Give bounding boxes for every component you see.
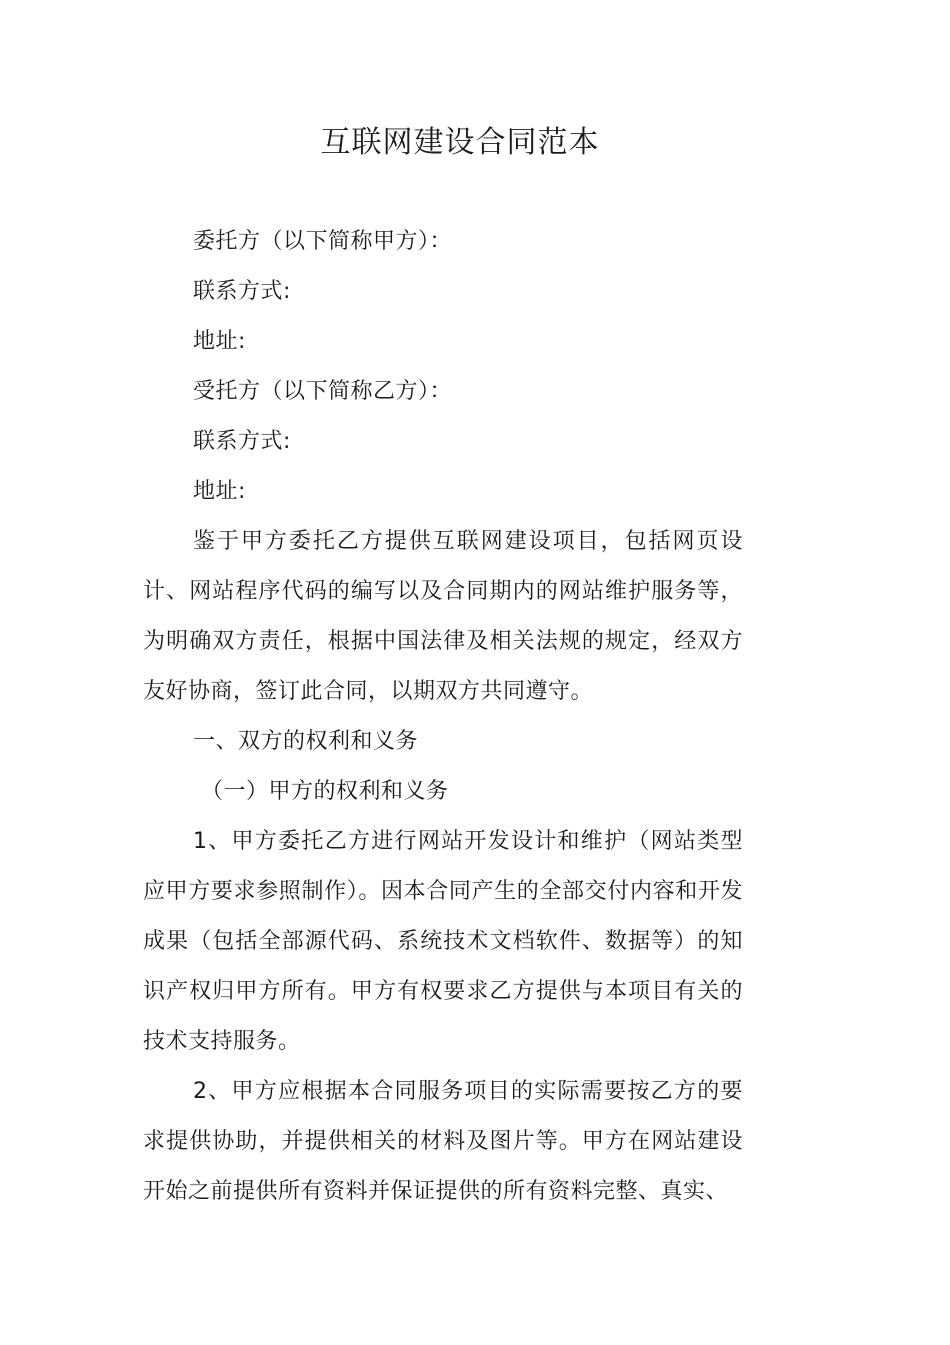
preamble-paragraph: 鉴于甲方委托乙方提供互联网建设项目，包括网页设计、网站程序代码的编写以及合同期内的网站维护服务等，为明确双方责任，根据中国法律及相关法规的规定，经双方友好协商，签订此合同，以期双方共同遵守。 bbox=[143, 529, 743, 704]
client-contact-field: 联系方式: bbox=[193, 279, 291, 304]
section-heading: 一、双方的权利和义务 bbox=[193, 729, 419, 754]
contractor-address-field: 地址: bbox=[193, 479, 246, 504]
document-title: 互联网建设合同范本 bbox=[320, 125, 600, 160]
clause-paragraph: 2、甲方应根据本合同服务项目的实际需要按乙方的要求提供协助，并提供相关的材料及图片等。甲方在网站建设开始之前提供所有资料并保证提供的所有资料完整、真实、 bbox=[143, 1079, 743, 1204]
clause-paragraph: 1、甲方委托乙方进行网站开发设计和维护（网站类型应甲方要求参照制作）。因本合同产生的全部交付内容和开发成果（包括全部源代码、系统技术文档软件、数据等）的知识产权归甲方所有。甲方有权要求乙方提供与本项目有关的技术支持服务。 bbox=[143, 829, 743, 1054]
contractor-field: 受托方（以下简称乙方）： bbox=[193, 379, 453, 404]
contractor-contact-field: 联系方式: bbox=[193, 429, 291, 454]
client-address-field: 地址: bbox=[193, 329, 246, 354]
client-field: 委托方（以下简称甲方）： bbox=[193, 229, 453, 254]
document-body bbox=[143, 217, 743, 1217]
subsection-heading: （一）甲方的权利和义务 bbox=[201, 779, 449, 804]
